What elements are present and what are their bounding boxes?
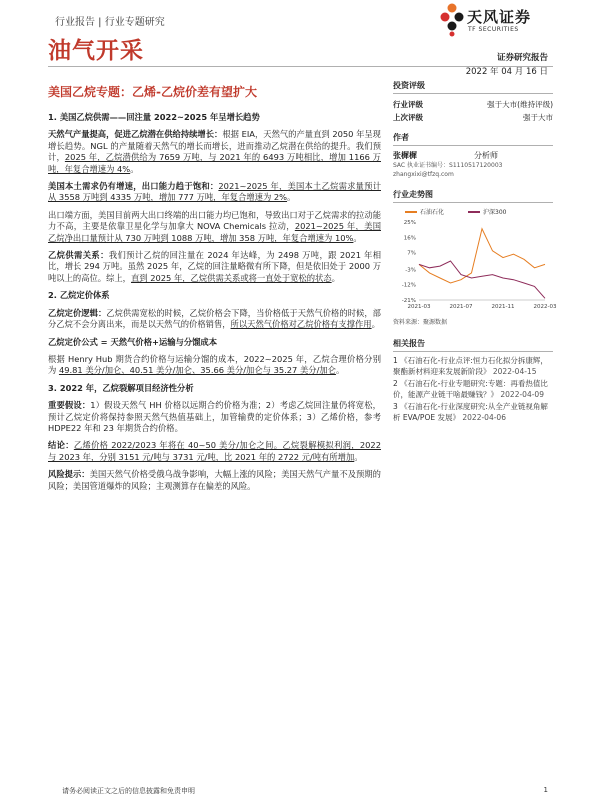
footer-disclaimer: 请务必阅读正文之后的信息披露和免责申明	[62, 787, 195, 795]
x-tick-label: 2022-03	[533, 304, 557, 310]
paragraph-pricing-formula: 乙烷定价公式 = 天然气价格+运输与分馏成本	[48, 336, 218, 347]
author-role: 分析师	[474, 151, 498, 160]
author-section	[393, 132, 553, 179]
y-tick-label: -3%	[405, 267, 416, 274]
section-2-title: 2. 乙烷定价体系	[48, 290, 110, 301]
paragraph-demand: 美国本土需求仍有增速，出口能力趋于饱和：2021~2025 年，美国本土乙烷需求量预计从 3558 万吨到 4335 万吨，增加 777 万吨，年复合增速为 2%。	[48, 181, 381, 203]
report-category: 行业报告 | 行业专题研究	[55, 17, 165, 28]
author-cert: SAC 执业证书编号：S1110517120003	[393, 162, 503, 169]
paragraph-balance: 乙烷供需关系：我们预计乙烷的回注量在 2024 年达峰，为 2498 万吨，跟 2021 年相比，增长 294 万吨。虽然 2025 年，乙烷的回注量略微有所下降，但是依旧处于 2000 万吨以上的高位。综上，直到 2025 年，乙烷供需关系或将一直处于宽松的状态。	[48, 250, 381, 283]
paragraph-price-forecast: 根据 Henry Hub 期货合约价格与运输分馏的成本，2022~2025 年，乙烷合理价格分别为 49.81 美分/加仑、40.51 美分/加仑、35.66 美分/加仑与 35.27 美分/加仑。	[48, 353, 381, 376]
paragraph-supply: 天然气产量提高，促进乙烷潜在供给持续增长：根据 EIA，天然气的产量直到 2050 年呈现增长趋势。NGL 的产量随着天然气的增长而增长，进而推动乙烷潜在供给的提升。我们预计，2025 年，乙烷潜供给为 7659 万吨，与 2021 年的 6493 万吨相比，增加 1166 万吨，年复合增速为 4%。	[48, 129, 381, 174]
author-name-row	[393, 150, 498, 161]
author-name: 张樨樨	[393, 151, 417, 160]
y-tick-label: -21%	[401, 298, 416, 304]
logo-text: 天风证券	[467, 8, 532, 26]
paragraph-risks: 风险提示：美国天然气价格受俄乌战争影响，大幅上涨的风险；美国天然气产量不及预期的风险；美国管道爆炸的风险；主观测算存在偏差的风险。	[48, 469, 381, 491]
paragraph-conclusion: 结论：乙烯价格 2022/2023 年将在 40~50 美分/加仑之间。乙烷裂解模拟利润，2022 与 2023 年，分别 3151 元/吨与 3731 元/吨，比 2021 年的 2722 元/吨有所增加。	[48, 440, 381, 462]
rating-section-title: 投资评级	[393, 80, 553, 94]
legend-item-1: 沪深300	[468, 207, 506, 216]
x-tick-label: 2021-11	[491, 304, 515, 310]
industry-title: 油气开采	[48, 38, 144, 64]
main-content	[48, 112, 381, 498]
related-report-item[interactable]: 1 《石油石化-行业点评:恒力石化拟分拆康辉，聚酯新材料迎来发展新阶段》 2022-04-15	[393, 356, 548, 376]
y-tick-label: 16%	[403, 235, 416, 242]
section-3-title: 3. 2022 年，乙烷裂解项目经济性分析	[48, 382, 194, 393]
y-tick-label: 25%	[403, 220, 416, 226]
paragraph-assumptions: 重要假设：1）假设天然气 HH 价格以远期合约价格为准；2）考虑乙烷回注量仍将宽松，预计乙烷定价将保持参照天然气热值基础上，加管输费的定价体系；3）乙烯价格，参考 HDPE22 年和 23 年期货合约价格。	[48, 400, 381, 433]
chart-source: 资料来源：聚源数据	[393, 319, 448, 326]
related-reports	[393, 338, 553, 423]
section-1-title: 1. 美国乙烷供需——回注量 2022~2025 年呈增长趋势	[48, 112, 260, 122]
series-line-1	[419, 261, 545, 298]
paragraph-export: 出口端方面，美国目前两大出口终端的出口能力均已饱和，导致出口对于乙烷需求的拉动能力不高，主要是依靠卫星化学与加拿大 NOVA Chemicals 拉动，2021~2025 年，美国乙烷净出口量预计从 730 万吨到 1088 万吨，增加 358 万吨，年复合增速为 10%。	[48, 209, 381, 243]
x-tick-label: 2021-03	[407, 304, 431, 310]
report-type: 证券研究报告	[496, 53, 548, 63]
related-report-item[interactable]: 2 《石油石化-行业专题研究:专题：再看热值比价，能源产业链干啥最赚钱？》 2022-04-09	[393, 379, 548, 399]
industry-trend-chart	[393, 189, 557, 326]
author-email[interactable]: zhangxixi@tfzq.com	[393, 171, 454, 178]
report-date: 2022 年 04 月 16 日	[465, 67, 548, 77]
series-line-0	[419, 229, 545, 283]
previous-rating-row: 上次评级 强于大市	[393, 113, 553, 122]
rating-value: 强于大市(维持评级)	[487, 100, 553, 109]
x-tick-label: 2021-07	[449, 304, 473, 310]
related-report-item[interactable]: 3 《石油石化-行业深度研究:从全产业链视角解析 EVA/POE 发展》 2022-04-06	[393, 402, 548, 422]
logo	[440, 3, 560, 39]
y-tick-label: 7%	[407, 250, 416, 257]
previous-rating-value: 强于大市	[523, 113, 553, 122]
report-subtitle: 美国乙烷专题：乙烯-乙烷价差有望扩大	[48, 85, 257, 99]
paragraph-pricing-logic: 乙烷定价逻辑：乙烷供需宽松的时候，乙烷价格会下降，当价格低于天然气价格的时候，部分乙烷不会分离出来，而是以天然气的价格销售，所以天然气价格对乙烷价格有支撑作用。	[48, 307, 381, 330]
author-section-title: 作者	[393, 132, 553, 146]
page-number: 1	[543, 786, 548, 794]
header-divider	[48, 66, 553, 67]
y-tick-label: -12%	[401, 282, 416, 289]
rating-row: 行业评级 强于大市(维持评级)	[393, 100, 553, 109]
logo-subtext: TF SECURITIES	[468, 26, 519, 33]
legend-item-0: 石油石化	[405, 207, 444, 216]
chart-legend	[405, 207, 553, 216]
logo-mark-icon	[440, 3, 464, 37]
trend-chart-svg	[393, 218, 557, 313]
sidebar	[393, 80, 557, 425]
chart-title: 行业走势图	[393, 189, 553, 203]
related-title: 相关报告	[393, 338, 553, 352]
